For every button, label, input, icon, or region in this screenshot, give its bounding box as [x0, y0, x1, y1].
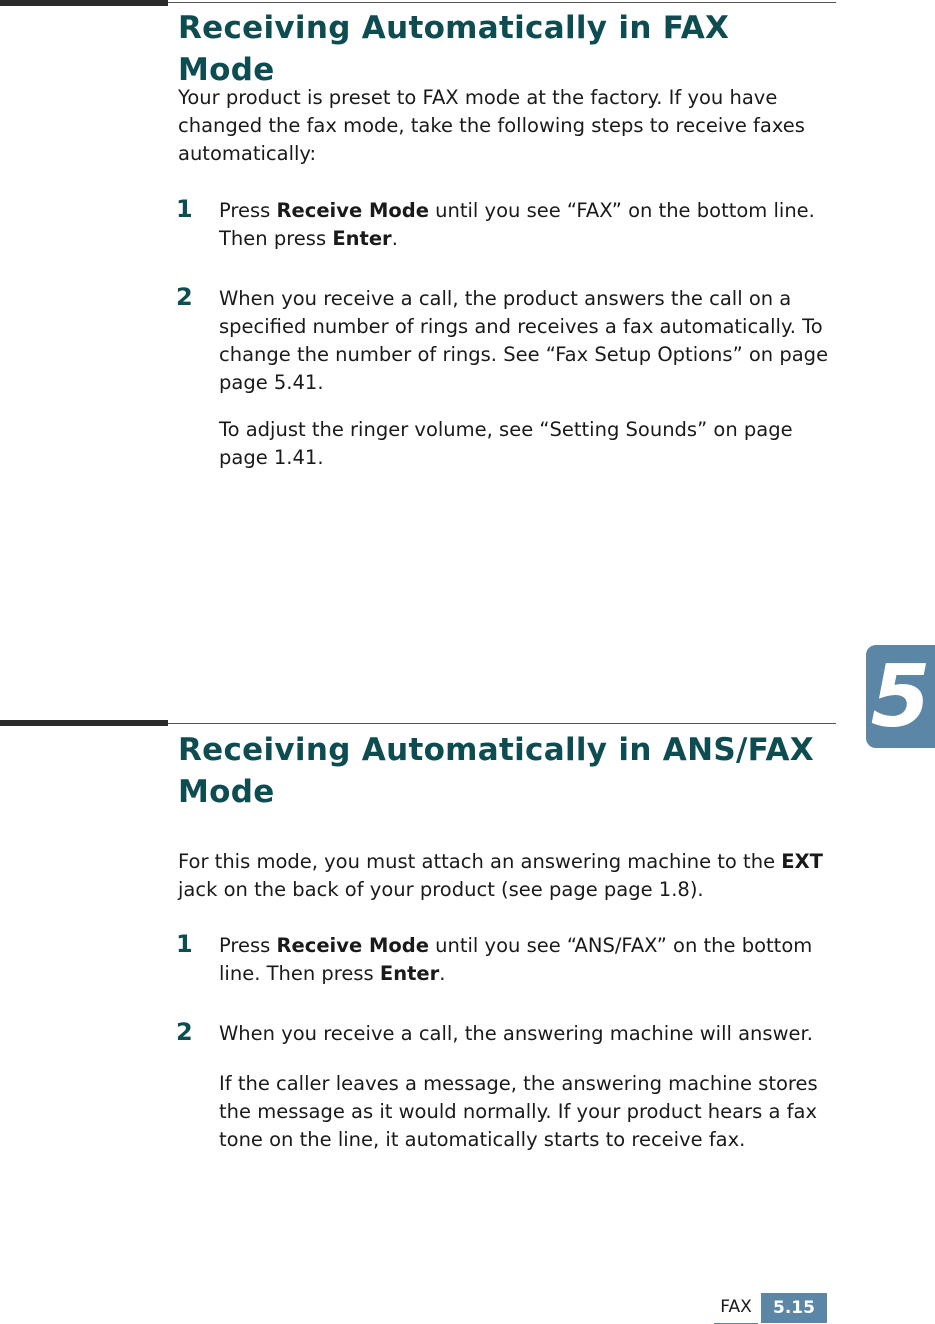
step-note: If the caller leaves a message, the answering machine stores the message as it would normally. If your product hears a fax tone on the line, it automatically starts to receive fax.	[219, 1072, 818, 1151]
step-note: To adjust the ringer volume, see “Setting Sounds” on page page 1.41.	[219, 418, 793, 469]
step-number: 2	[176, 1018, 193, 1046]
step-text: When you receive a call, the product answers the call on a specified number of rings and receives a fax automatically. To change the number of rings. See “Fax Setup Options” on page page 5.41.	[219, 287, 829, 394]
chapter-number: 5	[870, 647, 931, 747]
step-text: Press Receive Mode until you see “ANS/FAX” on the bottom line. Then press Enter.	[219, 934, 813, 985]
receive-mode-key: Receive Mode	[276, 934, 429, 957]
footer-section-label: FAX	[714, 1293, 758, 1324]
enter-key: Enter	[332, 227, 392, 250]
section-rule-thin	[168, 723, 836, 724]
chapter-tab	[866, 645, 935, 748]
section-rule-thick	[0, 720, 168, 726]
section-title: Receiving Automatically in ANS/FAX Mode	[178, 732, 814, 810]
section-intro: For this mode, you must attach an answering machine to the EXT jack on the back of your product (see page page 1.8).	[178, 850, 823, 901]
step-number: 1	[176, 930, 193, 958]
section-rule-thick	[0, 0, 168, 6]
step-number: 1	[176, 195, 193, 223]
section-rule-thin	[168, 2, 836, 3]
step-number: 2	[176, 283, 193, 311]
section-intro: Your product is preset to FAX mode at the factory. If you have changed the fax mode, take the following steps to receive faxes automatically:	[178, 86, 805, 165]
ext-jack-label: EXT	[781, 850, 823, 873]
section-title: Receiving Automatically in FAX Mode	[178, 10, 730, 88]
step-text: Press Receive Mode until you see “FAX” on the bottom line. Then press Enter.	[219, 199, 815, 250]
step-text: When you receive a call, the answering machine will answer.	[219, 1022, 813, 1045]
receive-mode-key: Receive Mode	[276, 199, 429, 222]
enter-key: Enter	[379, 962, 440, 985]
page-number: 5.15	[761, 1293, 827, 1323]
